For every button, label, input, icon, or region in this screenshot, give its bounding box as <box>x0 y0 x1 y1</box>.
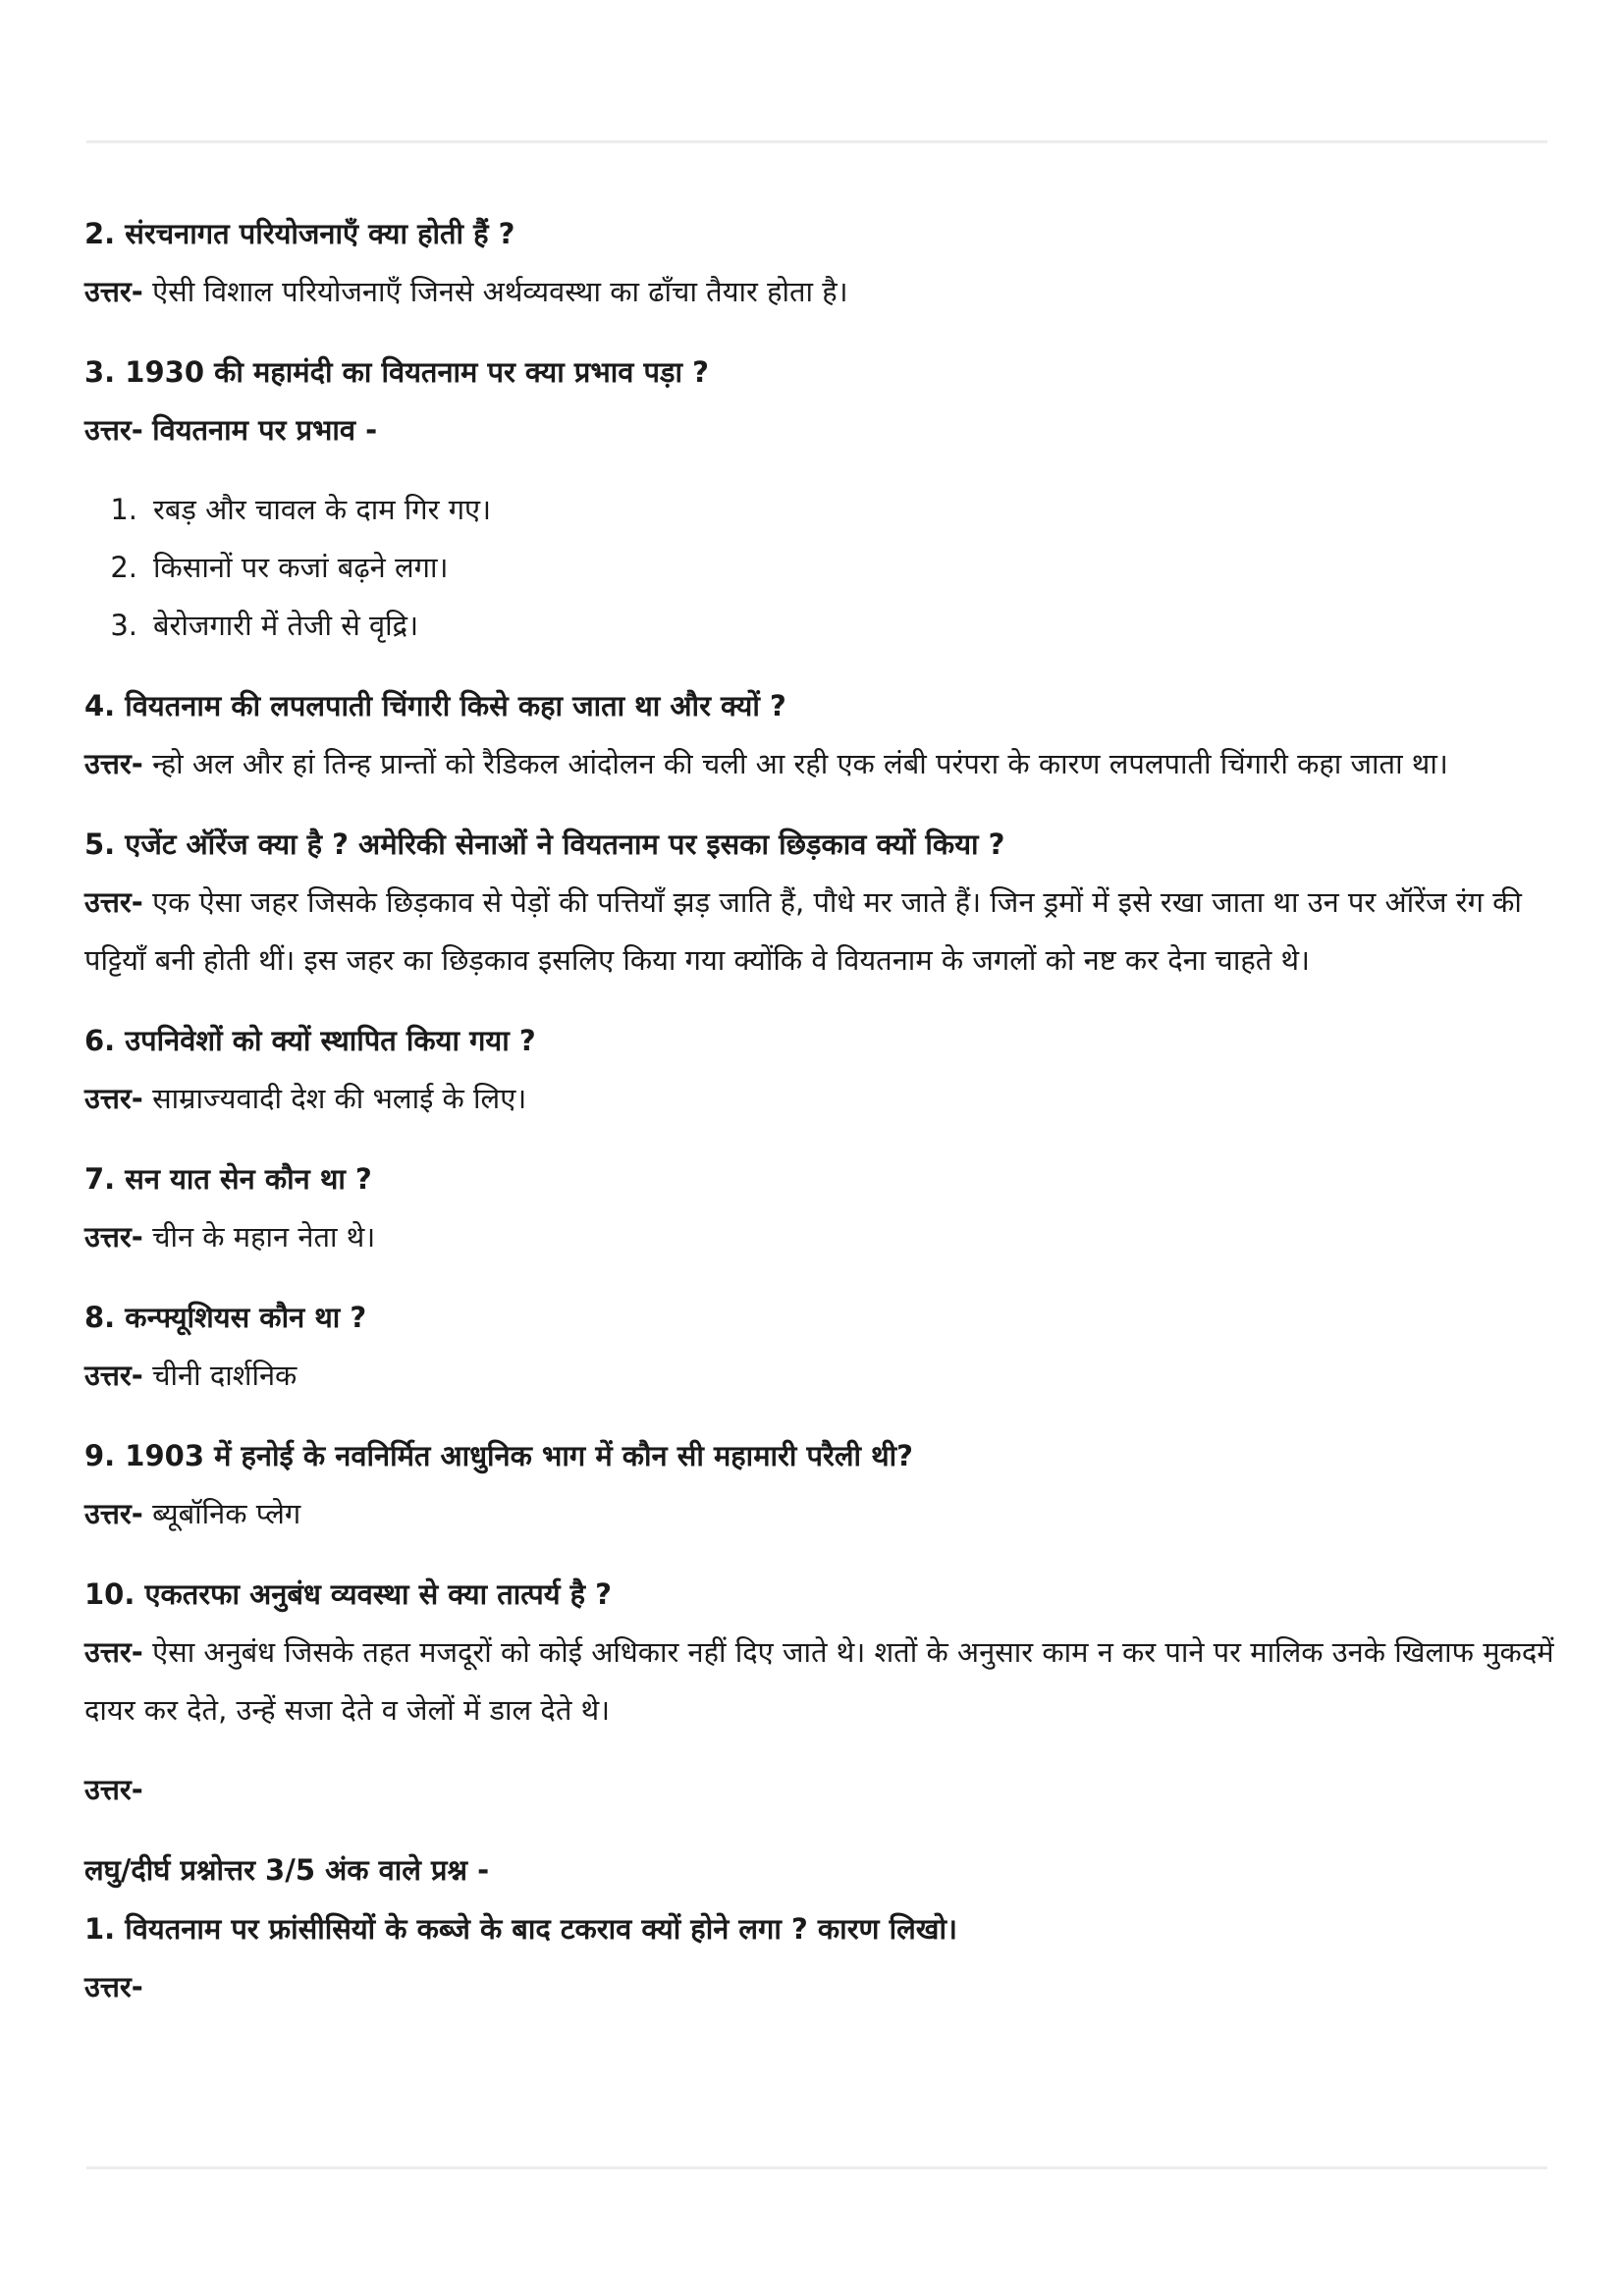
question: 8. कन्फ्यूशियस कौन था ? <box>84 1301 367 1334</box>
answer-label: उत्तर- <box>84 1220 143 1254</box>
qa-block-6 <box>84 1011 1557 1128</box>
qa-block-2 <box>84 204 1557 321</box>
answer-label: उत्तर- <box>84 747 143 780</box>
list-number: 2. <box>110 551 137 584</box>
answer-label: उत्तर- <box>84 1773 143 1806</box>
list-number: 3. <box>110 609 137 642</box>
answer <box>84 1485 1557 1543</box>
answer-label: उत्तर- <box>84 1970 143 2003</box>
question: 6. उपनिवेशों को क्यों स्थापित किया गया ? <box>84 1024 536 1057</box>
answer-text: साम्राज्यवादी देश की भलाई के लिए। <box>152 1082 527 1115</box>
answer <box>84 874 1557 989</box>
question: 7. सन यात सेन कौन था ? <box>84 1162 372 1196</box>
answer <box>84 1624 1557 1739</box>
answer <box>84 1208 1557 1266</box>
answer-text: चीनी दार्शनिक <box>152 1359 298 1392</box>
answer-label: उत्तर- <box>84 1635 143 1669</box>
answer-text: चीन के महान नेता थे। <box>152 1220 376 1254</box>
top-divider <box>86 140 1547 143</box>
answer-label: उत्तर- <box>84 1359 143 1392</box>
answer-text: ऐसा अनुबंध जिसके तहत मजदूरों को कोई अधिकार नहीं दिए जाते थे। शतों के अनुसार काम न कर पाने पर मालिक उनके खिलाफ मुकदमें दायर कर देते, उन्हें सजा देते व जेलों में डाल देते थे। <box>84 1635 1554 1727</box>
answer-text: ऐसी विशाल परियोजनाएँ जिनसे अर्थव्यवस्था का ढाँचा तैयार होता है। <box>152 275 848 308</box>
answer-text: ब्यूबॉनिक प्लेग <box>152 1497 301 1530</box>
answer-points-list <box>84 481 1557 655</box>
list-text: बेरोजगारी में तेजी से वृद्रि। <box>153 609 419 642</box>
qa-block-10 <box>84 1565 1557 1739</box>
answer-label: उत्तर- <box>84 1082 143 1115</box>
question: 3. 1930 की महामंदी का वियतनाम पर क्या प्रभाव पड़ा ? <box>84 355 709 389</box>
answer <box>84 401 1557 459</box>
question: 5. एजेंट ऑरेंज क्या है ? अमेरिकी सेनाओं ने वियतनाम पर इसका छिड़काव क्यों किया ? <box>84 828 1005 861</box>
answer-label: उत्तर- <box>84 885 143 919</box>
answer <box>84 263 1557 321</box>
question: 9. 1903 में हनोई के नवनिर्मित आधुनिक भाग में कौन सी महामारी परैली थी? <box>84 1439 913 1472</box>
answer <box>84 1958 1557 2016</box>
qa-block-8 <box>84 1288 1557 1405</box>
qa-block-5 <box>84 815 1557 989</box>
answer <box>84 1761 1557 1819</box>
answer-label: उत्तर- <box>84 413 143 447</box>
answer-text: वियतनाम पर प्रभाव - <box>152 413 378 447</box>
answer <box>84 1347 1557 1405</box>
answer-label: उत्तर- <box>84 275 143 308</box>
section-short-long <box>84 1841 1557 2016</box>
list-number: 1. <box>110 493 137 526</box>
document-body <box>84 204 1557 2038</box>
list-item <box>94 539 1557 597</box>
question: 1. वियतनाम पर फ्रांसीसियों के कब्जे के बाद टकराव क्यों होने लगा ? कारण लिखो। <box>84 1912 958 1946</box>
answer-text: न्हो अल और हां तिन्ह प्रान्तों को रैडिकल आंदोलन की चली आ रही एक लंबी परंपरा के कारण लपलपाती चिंगारी कहा जाता था। <box>152 747 1448 780</box>
qa-block-3 <box>84 343 1557 655</box>
list-text: रबड़ और चावल के दाम गिर गए। <box>153 493 492 526</box>
section-title: लघु/दीर्घ प्रश्नोत्तर 3/5 अंक वाले प्रश्न - <box>84 1853 490 1887</box>
list-item <box>94 597 1557 655</box>
qa-block-9 <box>84 1426 1557 1543</box>
list-item <box>94 481 1557 539</box>
list-text: किसानों पर कजां बढ़ने लगा। <box>153 551 449 584</box>
question: 4. वियतनाम की लपलपाती चिंगारी किसे कहा जाता था और क्यों ? <box>84 689 786 722</box>
answer-label: उत्तर- <box>84 1497 143 1530</box>
qa-block-4 <box>84 676 1557 793</box>
question: 10. एकतरफा अनुबंध व्यवस्था से क्या तात्पर्य है ? <box>84 1577 612 1611</box>
qa-block-11 <box>84 1761 1557 1819</box>
answer <box>84 735 1557 793</box>
answer <box>84 1070 1557 1128</box>
qa-block-7 <box>84 1149 1557 1266</box>
bottom-divider <box>86 2166 1547 2169</box>
answer-text: एक ऐसा जहर जिसके छिड़काव से पेड़ों की पत्तियाँ झड़ जाति हैं, पौधे मर जाते हैं। जिन ड्रमों में इसे रखा जाता था उन पर ऑरेंज रंग की पट्टियाँ बनी होती थीं। इस जहर का छिड़काव इसलिए किया गया क्योंकि वे वियतनाम के जगलों को नष्ट कर देना चाहते थे। <box>84 885 1522 977</box>
question: 2. संरचनागत परियोजनाएँ क्या होती हैं ? <box>84 217 515 250</box>
